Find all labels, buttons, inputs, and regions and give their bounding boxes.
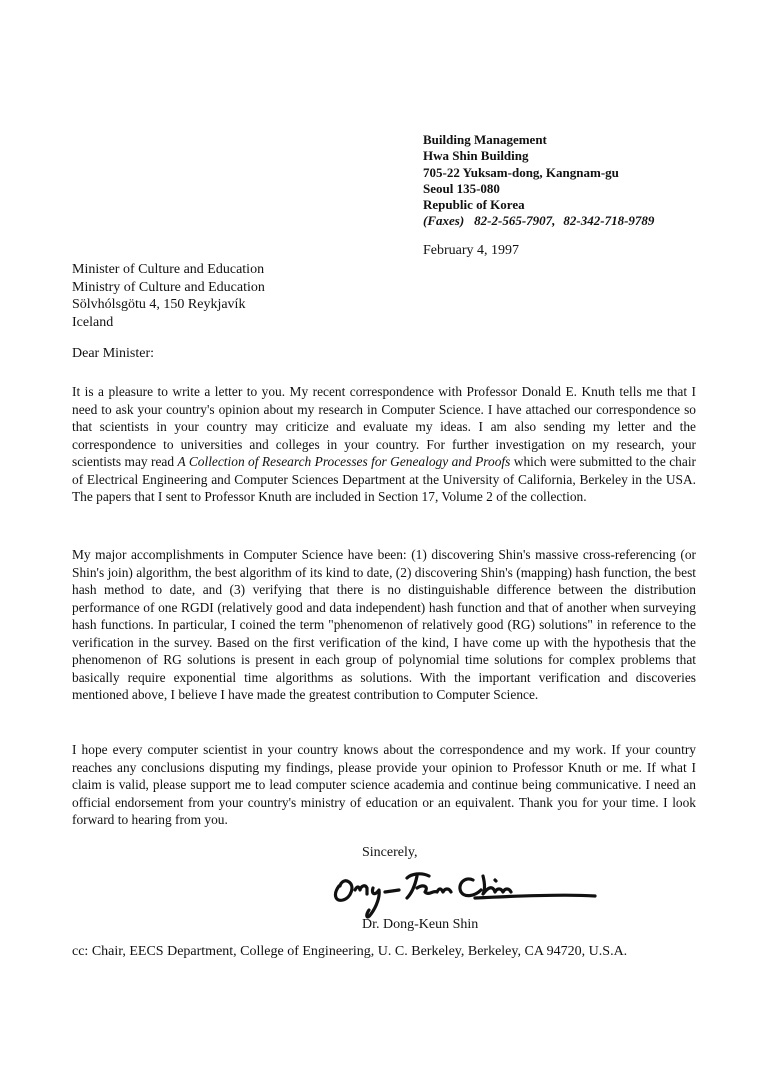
sender-line-organization: Building Management <box>423 132 547 147</box>
sender-line-street: 705-22 Yuksam-dong, Kangnam-gu <box>423 164 619 180</box>
fax-number-2: 82-342-718-9789 <box>563 213 655 229</box>
signature-icon <box>325 856 605 926</box>
sender-fax-line <box>423 213 654 229</box>
body-paragraph-1 <box>72 383 696 506</box>
recipient-line-ministry: Ministry of Culture and Education <box>72 279 265 295</box>
body-paragraph-3: I hope every computer scientist in your country knows about the correspondence and my work. If your country reaches any conclusions disputing my findings, please provide your opinion to Professor Knuth or me. If what I claim is valid, please support me to lead computer science academia and continue being communicative. I need an official endorsement from your country's ministry of education or an equivalent. Thank you for your time. I look forward to hearing from you. <box>72 742 696 827</box>
recipient-line-title: Minister of Culture and Education <box>72 262 265 277</box>
sender-line-city: Seoul 135-080 <box>423 180 500 196</box>
letter-date: February 4, 1997 <box>423 243 520 258</box>
body-paragraph-2: My major accomplishments in Computer Science have been: (1) discovering Shin's massive cross-referencing (or Shin's join) algorithm, the best algorithm of its kind to date, (2) discovering Shin's (mapping) hash function, the best hash method to date, and (3) verifying that there is no distinguishable difference between the distribution performance of one RGDI (relatively good and data independent) hash function and that of another when surveying hash functions. In particular, I coined the term "phenomenon of relatively good (RG) solutions" in reference to the verification in the survey. Based on the first verification of the kind, I have come up with the hypothesis that the phenomenon of RG solutions is present in each group of polynomial time solutions for complex problems that basically require exponential time algorithms as solutions. With the important verification and discoveries mentioned above, I believe I have made the greatest contribution to Computer Science. <box>72 547 696 702</box>
salutation: Dear Minister: <box>72 346 155 361</box>
recipient-line-country: Iceland <box>72 314 114 330</box>
recipient-address-block <box>72 261 265 331</box>
carbon-copy-line: cc: Chair, EECS Department, College of Engineering, U. C. Berkeley, Berkeley, CA 94720, U.S.A. <box>72 944 628 959</box>
sender-line-country: Republic of Korea <box>423 197 525 213</box>
sender-line-building: Hwa Shin Building <box>423 148 529 164</box>
sender-address-block <box>423 132 654 230</box>
recipient-line-street: Sölvhólsgötu 4, 150 Reykjavík <box>72 297 246 313</box>
fax-label: (Faxes) <box>423 213 465 229</box>
fax-number-1: 82-2-565-7907, <box>474 213 556 229</box>
signer-name: Dr. Dong-Keun Shin <box>362 917 479 932</box>
paragraph-1-text-start: It is a pleasure to write a letter to you. My recent correspondence with Professor Donald E. Knuth tells me that I need to ask your country's opinion about my research in Computer Science. I have attached our correspondence so that scientists in your country may criticize and evaluate my ideas. I am also sending my letter and the correspondence to universities and colleges in your country. For further investigation on my research, your scientists may read <box>72 384 696 469</box>
closing: Sincerely, <box>362 845 418 860</box>
collection-title: A Collection of Research Processes for Genealogy and Proofs <box>177 454 511 469</box>
paragraph-1-text-end: which were submitted to the chair of Electrical Engineering and Computer Sciences Department at the University of California, Berkeley in the USA. The papers that I sent to Professor Knuth are included in Section 17, Volume 2 of the collection. <box>72 454 696 504</box>
